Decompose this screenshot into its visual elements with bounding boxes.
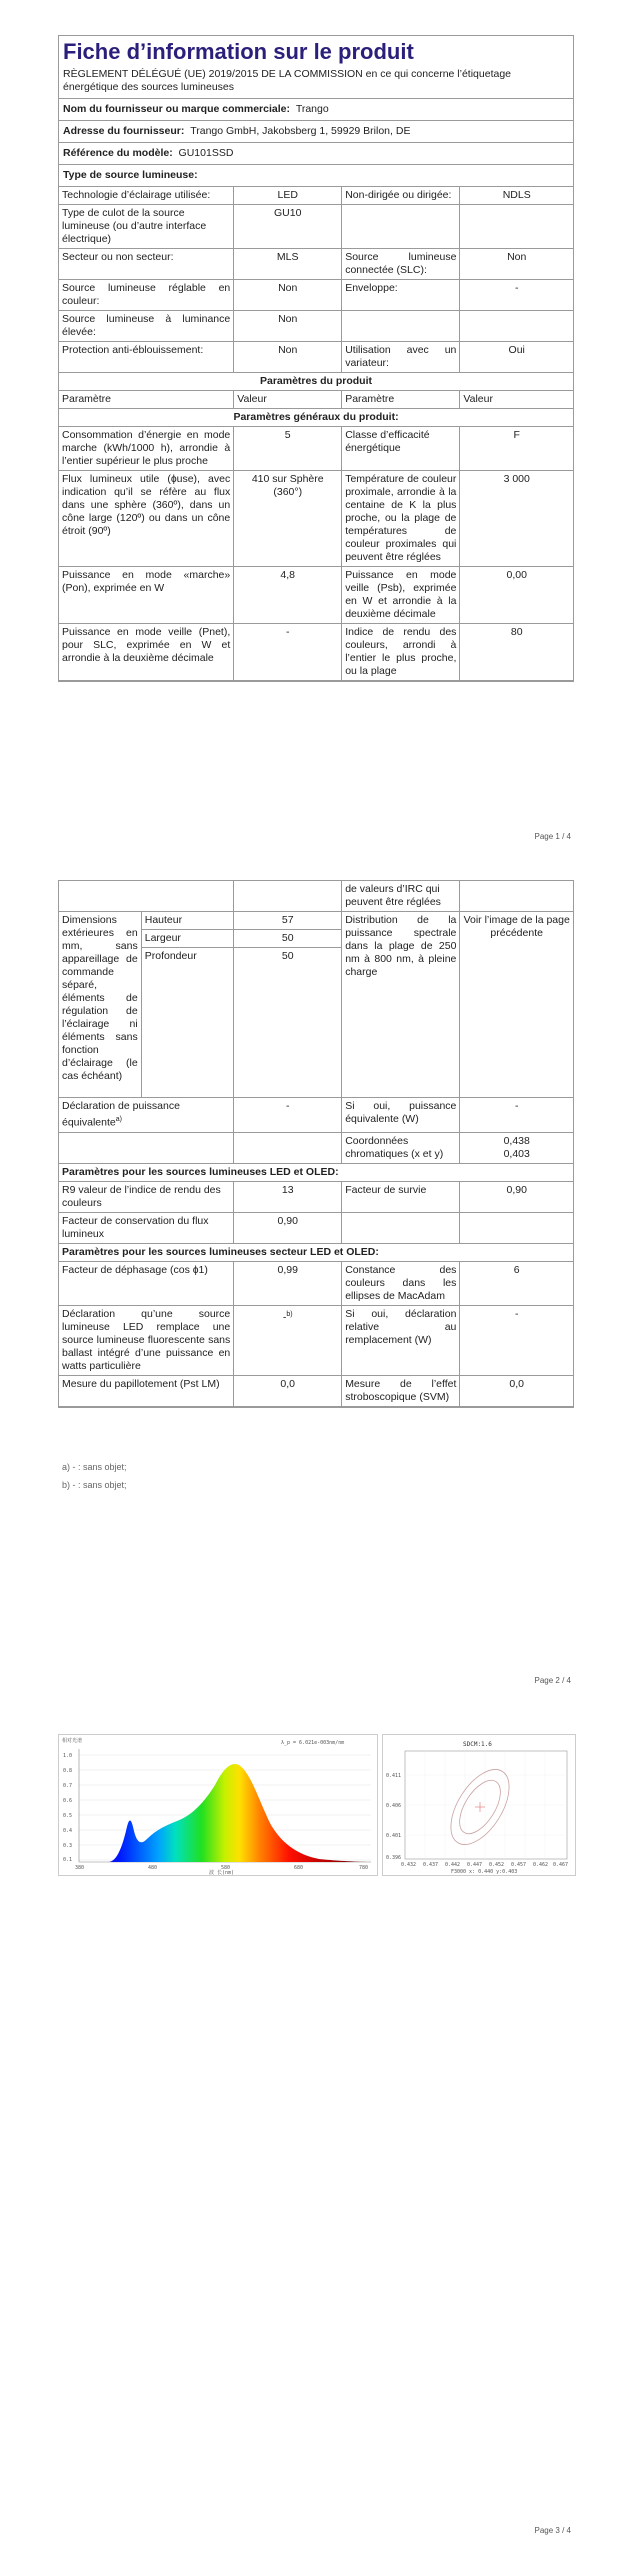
- model-value: GU101SSD: [178, 147, 234, 159]
- x-tick: 0.467: [553, 1862, 569, 1868]
- general-params-heading: Paramètres généraux du produit:: [59, 409, 573, 427]
- param-value: -$^{b)}$: [234, 1305, 342, 1375]
- sdcm-grid: [405, 1751, 567, 1859]
- x-tick: 0.457: [511, 1862, 527, 1868]
- y-tick: 0.411: [386, 1773, 402, 1779]
- x-tick: 0.442: [445, 1862, 461, 1868]
- param-value: 4,8: [234, 567, 342, 624]
- param-label: Non-dirigée ou dirigée:: [342, 187, 460, 205]
- x-tick: 0.447: [467, 1862, 483, 1868]
- param-label: Consommation d’énergie en mode marche (kWh/1000 h), arrondie à l’entier supérieur le plus proche: [59, 427, 234, 471]
- param-value: Non: [234, 311, 342, 342]
- spectrum-svg: [59, 1735, 377, 1875]
- param-label: Si oui, déclaration relative au remplacement (W): [342, 1305, 460, 1375]
- param-label: Classe d’efficacité énergétique: [342, 427, 460, 471]
- param-value: 80: [460, 624, 573, 681]
- mains-params-heading: Paramètres pour les sources lumineuses secteur LED et OLED:: [59, 1243, 573, 1261]
- sdcm-x-ticks: [401, 1862, 568, 1868]
- y-tick: 0.6: [63, 1798, 73, 1804]
- y-tick: 0.396: [386, 1855, 402, 1861]
- param-value: -: [234, 1098, 342, 1133]
- address-value: Trango GmbH, Jakobsberg 1, 59929 Brilon, DE: [190, 125, 411, 137]
- param-label: Puissance en mode veille (Psb), exprimée en W et arrondie à la deuxième décimale: [342, 567, 460, 624]
- dimension-name: Largeur: [141, 930, 234, 948]
- model-label: Référence du modèle:: [63, 147, 173, 159]
- y-tick: 0.7: [63, 1783, 73, 1789]
- table-row: [59, 567, 573, 624]
- footnote-a: a) - : sans objet;: [62, 1462, 127, 1472]
- page-title: Fiche d’information sur le produit: [63, 39, 414, 64]
- table-row: [59, 205, 573, 249]
- sdcm-y-ticks: [386, 1773, 401, 1861]
- spd-label: Distribution de la puissance spectrale dans la plage de 250 nm à 800 nm, à pleine charge: [342, 912, 460, 1098]
- table-row: [59, 249, 573, 280]
- spectrum-curve: [79, 1764, 371, 1862]
- table-row: [59, 1261, 573, 1305]
- param-label: Utilisation avec un variateur:: [342, 342, 460, 373]
- x-tick: 680: [294, 1865, 304, 1871]
- spectrum-y-ticks: [63, 1753, 72, 1863]
- footnote-b: b) - : sans objet;: [62, 1480, 127, 1490]
- y-tick: 0.401: [386, 1833, 402, 1839]
- param-label: Enveloppe:: [342, 280, 460, 311]
- page-number: Page 2 / 4: [534, 1676, 571, 1685]
- x-tick: 380: [75, 1865, 85, 1871]
- param-label: Protection anti-éblouissement:: [59, 342, 234, 373]
- param-label: [342, 205, 460, 249]
- source-type-table: [59, 187, 573, 681]
- table-row: [59, 311, 573, 342]
- param-value: 0,00: [460, 567, 573, 624]
- param-label: Puissance en mode «marche» (Pon), exprimée en W: [59, 567, 234, 624]
- table-row: [59, 881, 573, 912]
- param-value: 3 000: [460, 471, 573, 567]
- table-row: [59, 1212, 573, 1243]
- supplier-value: Trango: [295, 103, 329, 115]
- dimensions-label: Dimensions extérieures en mm, sans appareillage de commande séparé, éléments de régulation de l’éclairage ni éléments sans fonction d’éclairage (le cas échéant): [59, 912, 141, 1098]
- chroma-x: 0,438: [503, 1134, 530, 1147]
- param-value: NDLS: [460, 187, 573, 205]
- param-label: R9 valeur de l’indice de rendu des couleurs: [59, 1181, 234, 1212]
- param-value: -: [460, 280, 573, 311]
- y-tick: 0.8: [63, 1768, 73, 1774]
- spectrum-ylabel: 相对光谱: [62, 1738, 83, 1744]
- param-label: Facteur de survie: [342, 1181, 460, 1212]
- sdcm-chart: [382, 1734, 576, 1876]
- param-value: -: [460, 1098, 573, 1133]
- column-headers: [59, 391, 573, 409]
- param-label: Coordonnées chromatiques (x et y): [342, 1132, 460, 1163]
- param-value: LED: [234, 187, 342, 205]
- spectrum-annotation: λ_p = 6.021e-003nm/nm: [281, 1740, 345, 1746]
- param-label: [342, 311, 460, 342]
- param-label: de valeurs d’IRC qui peuvent être réglées: [342, 881, 460, 912]
- column-header: Valeur: [460, 391, 573, 409]
- param-label: Facteur de déphasage (cos ɸ1): [59, 1261, 234, 1305]
- x-tick: 580: [221, 1865, 231, 1871]
- table-row: [59, 1305, 573, 1375]
- x-tick: 0.462: [533, 1862, 549, 1868]
- page-2: [0, 858, 629, 1718]
- param-value: Non: [234, 342, 342, 373]
- param-value: 0,90: [234, 1212, 342, 1243]
- supplier-label: Nom du fournisseur ou marque commerciale:: [63, 103, 290, 115]
- param-value: 410 sur Sphère (360°): [234, 471, 342, 567]
- param-value: [460, 205, 573, 249]
- param-label: Puissance en mode veille (Pnet), pour SLC, exprimée en W et arrondie à la deuxième décimale: [59, 624, 234, 681]
- param-value: 6: [460, 1261, 573, 1305]
- param-value: -: [460, 1305, 573, 1375]
- product-info-sheet-continued: [58, 880, 574, 1408]
- table-row: [59, 427, 573, 471]
- param-value: 0,0: [460, 1375, 573, 1406]
- spd-value: Voir l’image de la page précédente: [460, 912, 573, 1098]
- param-value: MLS: [234, 249, 342, 280]
- param-value: Non: [460, 249, 573, 280]
- x-tick: 0.437: [423, 1862, 439, 1868]
- sdcm-caption: F3000 x: 0.440 y:0.403: [451, 1869, 518, 1875]
- param-value: Oui: [460, 342, 573, 373]
- supplier-row: [59, 99, 573, 121]
- table-row: [59, 624, 573, 681]
- param-label: Constance des couleurs dans les ellipses de MacAdam: [342, 1261, 460, 1305]
- param-label: Type de culot de la source lumineuse (ou d’autre interface électrique): [59, 205, 234, 249]
- y-tick: 0.5: [63, 1813, 73, 1819]
- sdcm-title: SDCM:1.6: [463, 1741, 492, 1748]
- table-row: [59, 1098, 573, 1133]
- y-tick: 0.1: [63, 1857, 73, 1863]
- x-tick: 480: [148, 1865, 158, 1871]
- param-label: Facteur de conservation du flux lumineux: [59, 1212, 234, 1243]
- regulation-text: RÈGLEMENT DÉLÉGUÉ (UE) 2019/2015 DE LA COMMISSION en ce qui concerne l’étiquetage énergétique des sources lumineuses: [59, 66, 573, 99]
- param-value: Non: [234, 280, 342, 311]
- table-row: [59, 912, 573, 930]
- param-label: Source lumineuse connectée (SLC):: [342, 249, 460, 280]
- table-row: [59, 1375, 573, 1406]
- param-label: Déclaration qu’une source lumineuse LED remplace une source lumineuse fluorescente sans ballast intégré d’une puissance en watts particulière: [59, 1305, 234, 1375]
- table-row: [59, 1181, 573, 1212]
- page-number: Page 3 / 4: [534, 2526, 571, 2535]
- table-row: [59, 471, 573, 567]
- product-params-heading: Paramètres du produit: [59, 373, 573, 391]
- led-params-heading: Paramètres pour les sources lumineuses LED et OLED:: [59, 1163, 573, 1181]
- dimension-value: 50: [234, 930, 342, 948]
- param-label: Indice de rendu des couleurs, arrondi à l’entier le plus proche, ou la plage: [342, 624, 460, 681]
- page-1: [0, 0, 629, 850]
- y-tick: 0.406: [386, 1803, 402, 1809]
- column-header: Paramètre: [342, 391, 460, 409]
- table-row: [59, 342, 573, 373]
- params-table-continued: [59, 881, 573, 1407]
- page-number: Page 1 / 4: [534, 832, 571, 841]
- param-label: Source lumineuse réglable en couleur:: [59, 280, 234, 311]
- param-value: 0,0: [234, 1375, 342, 1406]
- x-tick: 0.452: [489, 1862, 505, 1868]
- dimension-name: Profondeur: [141, 948, 234, 1098]
- param-value: -: [234, 624, 342, 681]
- address-label: Adresse du fournisseur:: [63, 125, 185, 137]
- param-label: Température de couleur proximale, arrondie à la centaine de K la plus proche, ou la plage de températures de couleur proximales qui peuvent être réglées: [342, 471, 460, 567]
- param-label: Source lumineuse à luminance élevée:: [59, 311, 234, 342]
- param-label: Mesure de l’effet stroboscopique (SVM): [342, 1375, 460, 1406]
- dimension-value: 50: [234, 948, 342, 1098]
- param-label: Déclaration de puissance équivalente$^{a)}$: [59, 1098, 234, 1133]
- param-value: 0,99: [234, 1261, 342, 1305]
- page-3: [0, 1720, 629, 2560]
- column-header: Paramètre: [59, 391, 234, 409]
- param-value: F: [460, 427, 573, 471]
- spectrum-chart: [58, 1734, 378, 1876]
- param-value: GU10: [234, 205, 342, 249]
- table-row: [59, 1132, 573, 1163]
- y-tick: 1.0: [63, 1753, 73, 1759]
- sdcm-svg: [383, 1735, 575, 1875]
- param-label: Si oui, puissance équivalente (W): [342, 1098, 460, 1133]
- x-tick: 780: [359, 1865, 369, 1871]
- y-tick: 0.3: [63, 1843, 73, 1849]
- source-type-heading: Type de source lumineuse:: [59, 165, 573, 187]
- param-value: 13: [234, 1181, 342, 1212]
- chroma-y: 0,403: [503, 1147, 530, 1160]
- measured-point-marker: [475, 1802, 485, 1812]
- param-label: Technologie d’éclairage utilisée:: [59, 187, 234, 205]
- address-row: [59, 121, 573, 143]
- spectrum-xlabel: 波 长(nm): [209, 1870, 235, 1875]
- x-tick: 0.432: [401, 1862, 417, 1868]
- table-row: [59, 280, 573, 311]
- param-label: Secteur ou non secteur:: [59, 249, 234, 280]
- dimension-name: Hauteur: [141, 912, 234, 930]
- param-value: [460, 1132, 573, 1163]
- y-tick: 0.4: [63, 1828, 73, 1834]
- product-info-sheet: [58, 35, 574, 682]
- table-row: [59, 187, 573, 205]
- param-label: Mesure du papillotement (Pst LM): [59, 1375, 234, 1406]
- param-label: Flux lumineux utile (ɸuse), avec indication qu’il se réfère au flux dans une sphère (360º), dans un cône large (120º) ou dans un cône étroit (90º): [59, 471, 234, 567]
- model-row: [59, 143, 573, 165]
- dimension-value: 57: [234, 912, 342, 930]
- column-header: Valeur: [234, 391, 342, 409]
- param-value: 5: [234, 427, 342, 471]
- param-value: 0,90: [460, 1181, 573, 1212]
- param-value: [460, 311, 573, 342]
